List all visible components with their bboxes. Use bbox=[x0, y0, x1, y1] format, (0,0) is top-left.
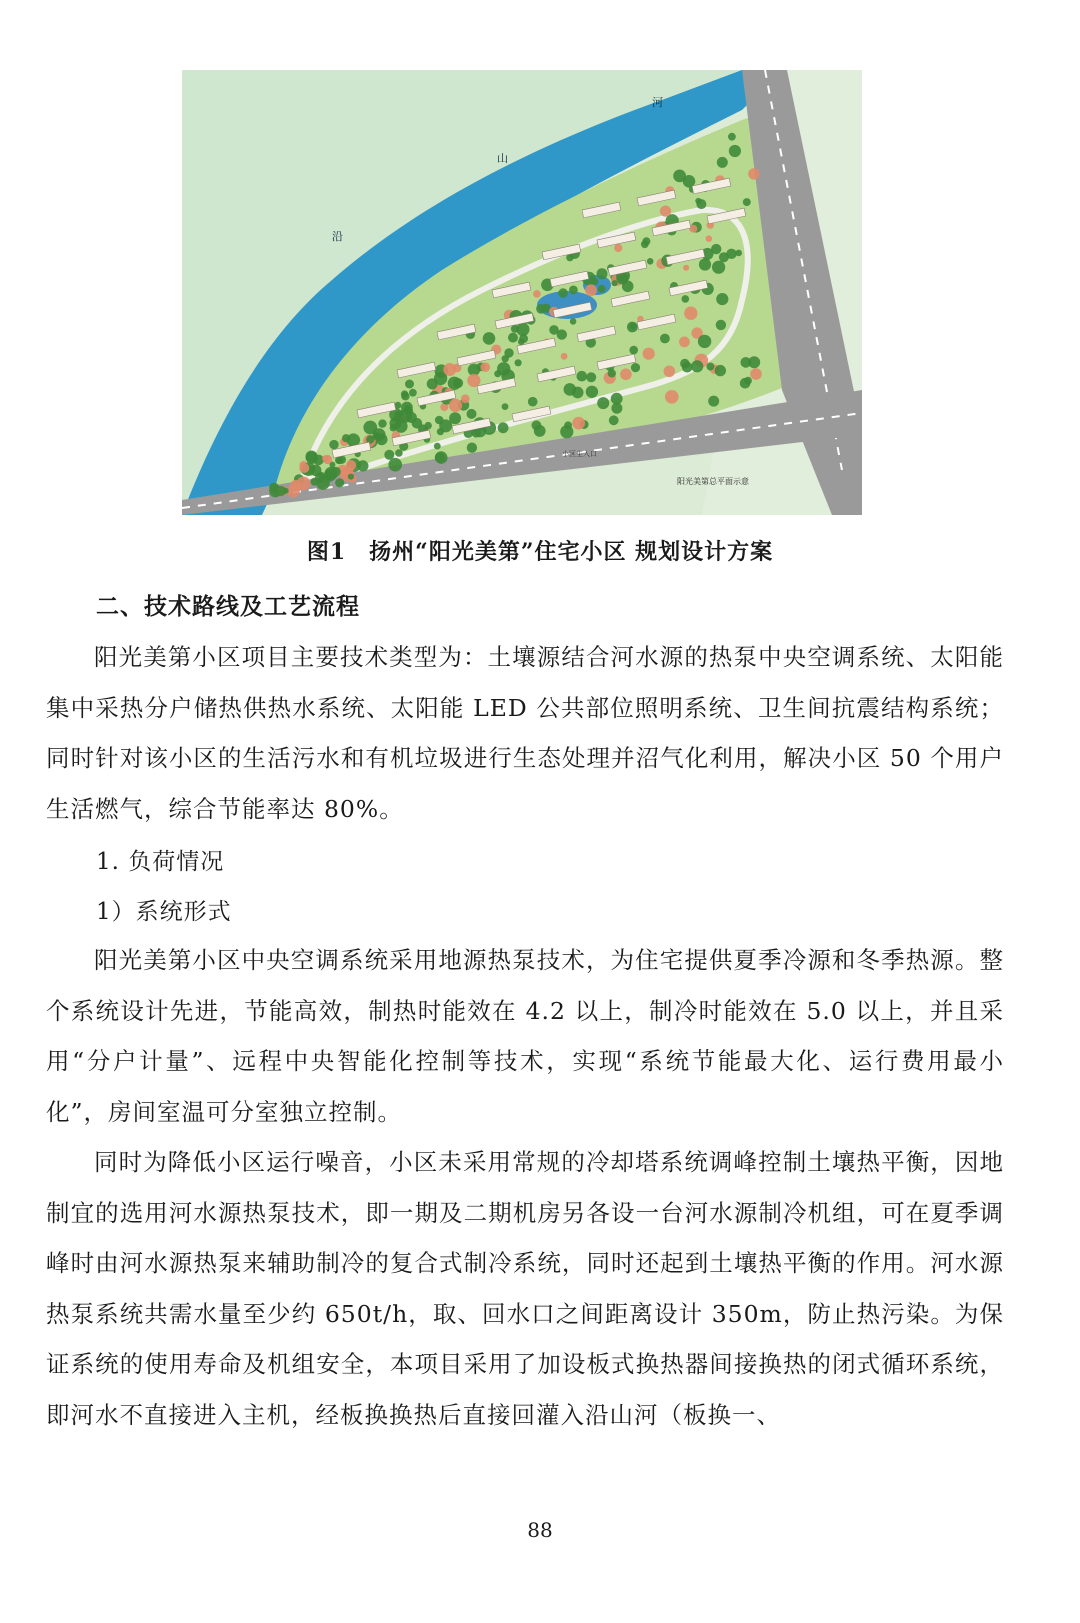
tree bbox=[706, 235, 713, 242]
tree bbox=[313, 455, 324, 466]
tree bbox=[498, 422, 509, 433]
tree bbox=[598, 285, 606, 293]
river-label-char: 山 bbox=[497, 152, 508, 165]
tree bbox=[684, 307, 697, 320]
tree bbox=[481, 362, 491, 372]
tree bbox=[726, 249, 736, 259]
tree bbox=[620, 369, 632, 381]
subheading-load: 1. 负荷情况 bbox=[96, 849, 225, 875]
tree bbox=[283, 488, 289, 494]
site-plan-map bbox=[182, 70, 862, 515]
tree bbox=[528, 397, 538, 407]
tree bbox=[558, 288, 568, 298]
tree bbox=[728, 133, 736, 141]
tree bbox=[711, 244, 721, 254]
tree bbox=[572, 417, 585, 430]
tree bbox=[467, 374, 480, 387]
tree bbox=[518, 339, 525, 346]
tree bbox=[401, 392, 409, 400]
tree bbox=[434, 443, 441, 450]
page-number: 88 bbox=[527, 1518, 553, 1542]
tree bbox=[609, 415, 619, 425]
tree bbox=[331, 467, 341, 477]
tree bbox=[629, 323, 636, 330]
tree bbox=[611, 403, 622, 414]
tree bbox=[570, 318, 577, 325]
river-label-char: 河 bbox=[652, 96, 663, 109]
tree bbox=[679, 337, 690, 348]
tree bbox=[311, 478, 319, 486]
tree bbox=[716, 293, 728, 305]
tree bbox=[564, 421, 572, 429]
tree bbox=[515, 359, 522, 366]
tree bbox=[629, 346, 638, 355]
tree bbox=[533, 290, 541, 298]
tree bbox=[299, 463, 309, 473]
tree bbox=[660, 206, 671, 217]
tree bbox=[508, 333, 518, 343]
tree bbox=[729, 145, 741, 157]
tree bbox=[502, 403, 509, 410]
tree bbox=[335, 478, 344, 487]
tree bbox=[374, 432, 381, 439]
tree bbox=[586, 386, 598, 398]
tree bbox=[378, 419, 386, 427]
site-plan-figure bbox=[182, 70, 862, 515]
tree bbox=[664, 366, 676, 378]
tree bbox=[647, 258, 654, 265]
tree bbox=[642, 237, 650, 245]
tree bbox=[449, 399, 462, 412]
tree bbox=[347, 467, 354, 474]
tree bbox=[494, 370, 501, 377]
paragraph-river-source: 同时为降低小区运行噪音，小区未采用常规的冷却塔系统调峰控制土壤热平衡，因地制宜的选用河水源热泵技术，即一期及二期机房另各设一台河水源制冷机组，可在夏季调峰时由河水源热泵来辅助制冷的复合式制冷系统，同时还起到土壤热平衡的作用。河水源热泵系统共需水量至少约 650t/h，取、回水口之间距离设计 350m，防止热污染。为保证系统的使用寿命及机组安全，本项目采用了加设板式换热器间接换热的闭式循环系统，即河水不直接进入主机，经板换换热后直接回灌入沿山河（板换一、 bbox=[46, 1148, 1004, 1429]
tree bbox=[591, 278, 598, 285]
tree bbox=[716, 320, 726, 330]
tree bbox=[322, 455, 328, 461]
tree bbox=[698, 335, 711, 348]
tree bbox=[748, 168, 759, 179]
tree bbox=[643, 348, 655, 360]
tree bbox=[467, 443, 477, 453]
tree bbox=[384, 450, 394, 460]
figure-caption: 图1 扬州“阳光美第”住宅小区 规划设计方案 bbox=[306, 539, 774, 565]
tree bbox=[706, 363, 714, 371]
tree bbox=[740, 378, 751, 389]
tree bbox=[425, 422, 432, 429]
tree bbox=[549, 325, 559, 335]
tree bbox=[683, 265, 689, 271]
tree bbox=[665, 390, 679, 404]
tree bbox=[682, 295, 690, 303]
tree bbox=[708, 396, 719, 407]
tree bbox=[404, 407, 413, 416]
tree bbox=[467, 409, 477, 419]
tree bbox=[427, 378, 438, 389]
tree bbox=[597, 268, 608, 279]
tree bbox=[318, 472, 324, 478]
tree bbox=[409, 389, 417, 397]
tree bbox=[536, 304, 546, 314]
tree bbox=[569, 286, 578, 295]
tree bbox=[715, 365, 726, 376]
tree bbox=[743, 198, 751, 206]
tree bbox=[388, 458, 402, 472]
tree bbox=[502, 355, 509, 362]
tree bbox=[660, 334, 670, 344]
tree bbox=[534, 425, 546, 437]
tree bbox=[612, 280, 618, 286]
tree bbox=[614, 244, 622, 252]
subheading-system-form: 1）系统形式 bbox=[96, 899, 232, 925]
tree bbox=[405, 380, 414, 389]
tree bbox=[695, 198, 701, 204]
paragraph-system-description: 阳光美第小区中央空调系统采用地源热泵技术，为住宅提供夏季冷源和冬季热源。整个系统设计先进，节能高效，制热时能效在 4.2 以上，制冷时能效在 5.0 以上，并且采用“分户计量”、远程中央智能化控制等技术，实现“系统节能最大化、运行费用最小化”，房间室温可分室独立控制。 bbox=[46, 946, 1004, 1126]
tree bbox=[699, 258, 711, 270]
tree bbox=[586, 372, 596, 382]
tree bbox=[348, 474, 354, 480]
tree bbox=[435, 416, 444, 425]
tree bbox=[483, 332, 496, 345]
paragraph-intro: 阳光美第小区项目主要技术类型为：土壤源结合河水源的热泵中央空调系统、太阳能集中采热分户储热供热水系统、太阳能 LED 公共部位照明系统、卫生间抗震结构系统；同时针对该小区的生活污水和有机垃圾进行生态处理并沼气化利用，解决小区 50 个用户生活燃气，综合节能率达 80%。 bbox=[46, 643, 1004, 823]
tree bbox=[516, 323, 529, 336]
entrance-label: 小区主入口 bbox=[562, 450, 597, 458]
tree bbox=[631, 363, 640, 372]
tree bbox=[750, 368, 762, 380]
tree bbox=[363, 421, 377, 435]
tree bbox=[691, 360, 703, 372]
tree bbox=[329, 440, 338, 449]
tree bbox=[453, 378, 463, 388]
tree bbox=[435, 452, 445, 462]
tree bbox=[682, 362, 693, 373]
tree bbox=[741, 357, 752, 368]
tree bbox=[597, 397, 609, 409]
tree bbox=[717, 157, 728, 168]
tree bbox=[561, 353, 568, 360]
section-heading: 二、技术路线及工艺流程 bbox=[96, 593, 360, 620]
tree bbox=[585, 284, 597, 296]
river-label-char: 沿 bbox=[332, 230, 343, 243]
tree bbox=[564, 383, 577, 396]
tree bbox=[297, 477, 311, 491]
tree bbox=[461, 394, 470, 403]
tree bbox=[577, 371, 588, 382]
map-legend-label: 阳光美第总平面示意 bbox=[677, 477, 749, 486]
tree bbox=[712, 261, 725, 274]
